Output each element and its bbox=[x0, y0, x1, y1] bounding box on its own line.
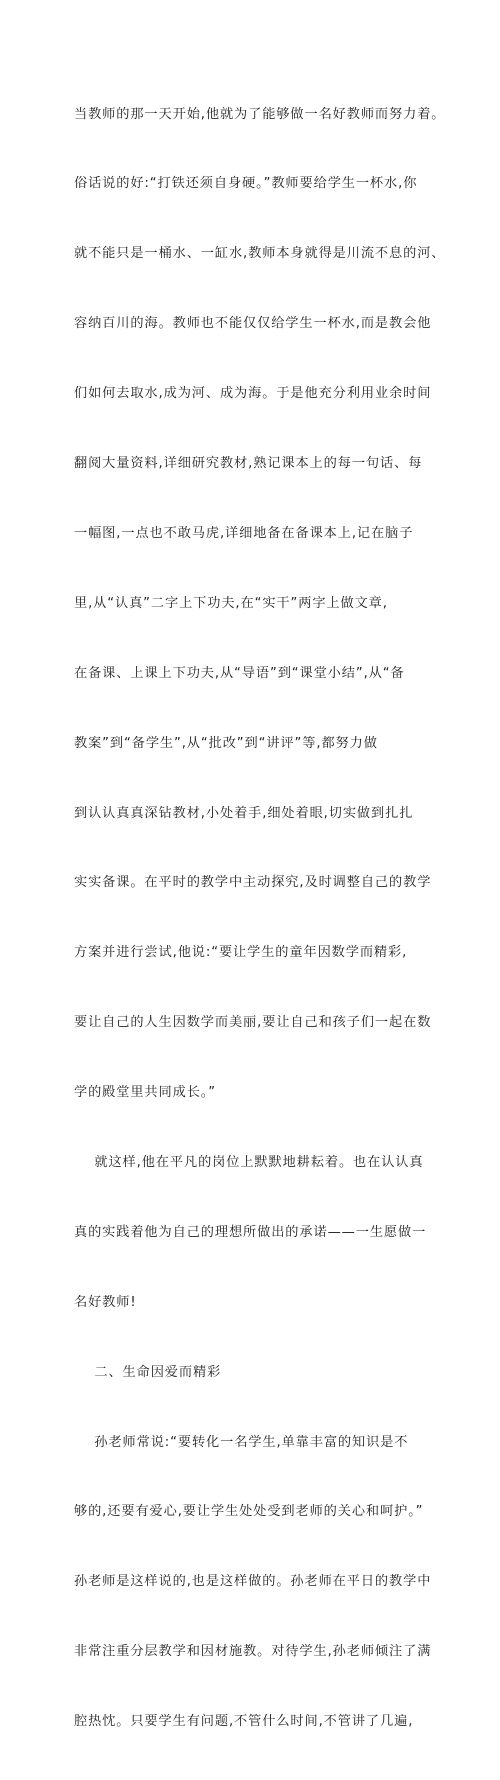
text-line: 容纳百川的海。教师也不能仅仅给学生一杯水,而是教会他 bbox=[74, 316, 432, 332]
text-line: 一幅图,一点也不敢马虎,详细地备在备课本上,记在脑子 bbox=[74, 525, 414, 541]
text-line: 里,从“认真”二字上下功夫,在“实干”两字上做文章, bbox=[74, 595, 388, 611]
text-line: 方案并进行尝试,他说:“要让学生的童年因数学而精彩, bbox=[74, 945, 408, 961]
text-line: 们如何去取水,成为河、成为海。于是他充分利用业余时间 bbox=[74, 386, 432, 402]
body-text bbox=[74, 56, 446, 1780]
text-line: 教案”到“备学生”,从“批改”到“讲评”等,都努力做 bbox=[74, 735, 378, 751]
text-line: 腔热忱。只要学生有问题,不管什么时间,不管讲了几遍, bbox=[74, 1714, 414, 1730]
text-line: 孙老师是这样说的,也是这样做的。孙老师在平日的教学中 bbox=[74, 1574, 432, 1590]
text-line: 俗话说的好:“打铁还须自身硬。”教师要给学生一杯水,你 bbox=[74, 176, 418, 192]
text-line: 翻阅大量资料,详细研究教材,熟记课本上的每一句话、每 bbox=[74, 456, 423, 472]
text-line: 要让自己的人生因数学而美丽,要让自己和孩子们一起在数 bbox=[74, 1015, 432, 1031]
text-line: 实实备课。在平时的教学中主动探究,及时调整自己的教学 bbox=[74, 875, 432, 891]
text-line: 在备课、上课上下功夫,从“导语”到“课堂小结”,从“备 bbox=[74, 665, 405, 681]
text-line: 当教师的那一天开始,他就为了能够做一名好教师而努力着。 bbox=[74, 106, 446, 122]
text-line: 非常注重分层教学和因材施教。对待学生,孙老师倾注了满 bbox=[74, 1644, 432, 1660]
text-line: 学的殿堂里共同成长。” bbox=[74, 1085, 217, 1101]
section-heading: 二、生命因爱而精彩 bbox=[74, 1364, 222, 1380]
text-line: 真的实践着他为自己的理想所做出的承诺——一生愿做一 bbox=[74, 1224, 427, 1240]
text-line: 够的,还要有爱心,要让学生处处受到老师的关心和呵护。” bbox=[74, 1504, 424, 1520]
paragraph-start-line: 就这样,他在平凡的岗位上默默地耕耘着。也在认认真 bbox=[74, 1154, 424, 1170]
text-line: 到认认真真深钻教材,小处着手,细处着眼,切实做到扎扎 bbox=[74, 805, 414, 821]
paragraph-start-line: 孙老师常说:“要转化一名学生,单靠丰富的知识是不 bbox=[74, 1434, 409, 1450]
text-line: 就不能只是一桶水、一缸水,教师本身就得是川流不息的河、 bbox=[74, 246, 446, 262]
text-line: 名好教师! bbox=[74, 1294, 137, 1310]
